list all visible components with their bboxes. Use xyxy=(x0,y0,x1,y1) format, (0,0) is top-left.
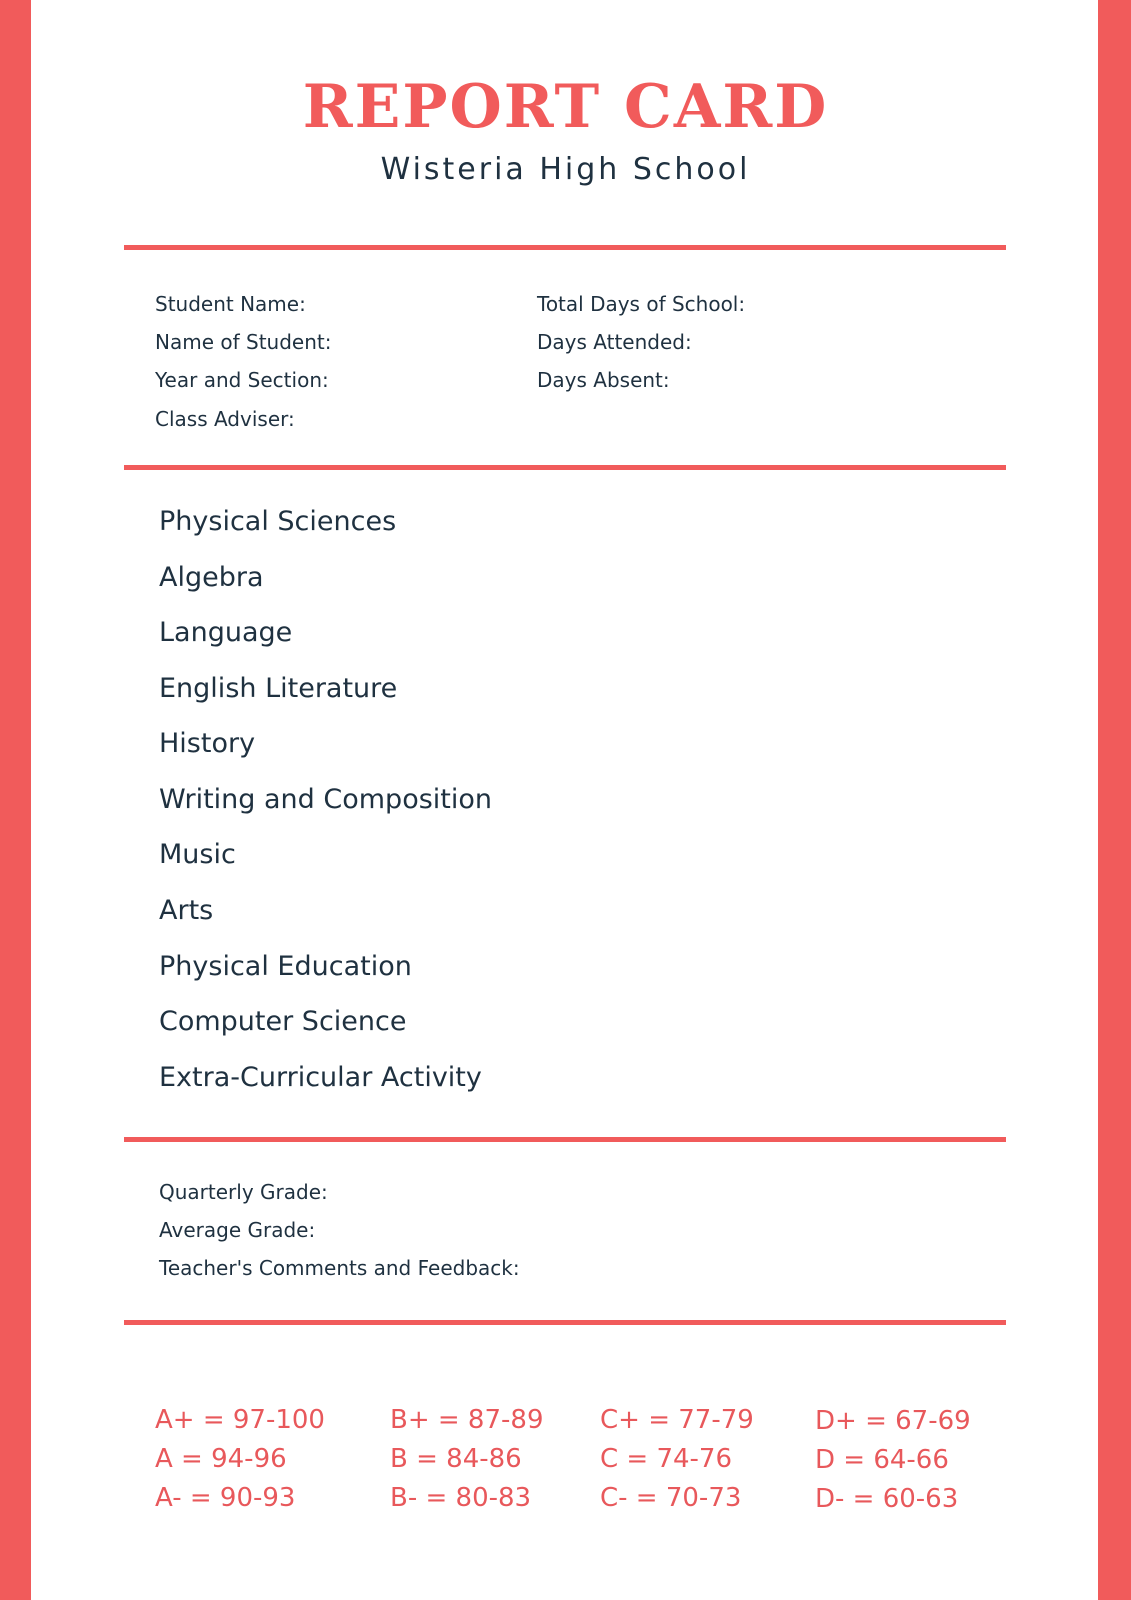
divider-subjects xyxy=(124,1137,1006,1142)
scale-a: A = 94-96 xyxy=(155,1444,287,1474)
name-of-student-label: Name of Student: xyxy=(155,330,332,354)
school-name: Wisteria High School xyxy=(380,152,751,187)
year-section-label: Year and Section: xyxy=(155,368,329,392)
student-name-label: Student Name: xyxy=(155,292,306,316)
scale-a-plus: A+ = 97-100 xyxy=(155,1405,325,1435)
page-title: REPORT CARD xyxy=(302,72,829,142)
subject-item: Computer Science xyxy=(159,1006,407,1037)
right-border-bar xyxy=(1098,0,1131,1600)
scale-d-plus: D+ = 67-69 xyxy=(815,1406,971,1436)
average-grade-label: Average Grade: xyxy=(159,1218,316,1242)
scale-b: B = 84-86 xyxy=(390,1444,522,1474)
subject-item: Language xyxy=(159,617,293,648)
divider-top xyxy=(124,245,1006,250)
scale-b-plus: B+ = 87-89 xyxy=(390,1405,544,1435)
teacher-comments-label: Teacher's Comments and Feedback: xyxy=(159,1256,520,1280)
subject-item: Physical Sciences xyxy=(159,506,397,537)
subject-item: Music xyxy=(159,839,236,870)
scale-a-minus: A- = 90-93 xyxy=(155,1483,296,1513)
days-absent-label: Days Absent: xyxy=(537,368,670,392)
scale-d-minus: D- = 60-63 xyxy=(815,1484,959,1514)
scale-d: D = 64-66 xyxy=(815,1445,949,1475)
subject-item: Algebra xyxy=(159,562,264,593)
quarterly-grade-label: Quarterly Grade: xyxy=(159,1180,328,1204)
left-border-bar xyxy=(0,0,31,1600)
scale-c: C = 74-76 xyxy=(600,1444,733,1474)
total-days-label: Total Days of School: xyxy=(537,292,746,316)
scale-c-minus: C- = 70-73 xyxy=(600,1483,742,1513)
subject-item: History xyxy=(159,728,256,759)
divider-grades xyxy=(124,1320,1006,1325)
subject-item: Physical Education xyxy=(159,951,412,982)
subject-item: English Literature xyxy=(159,673,398,704)
scale-c-plus: C+ = 77-79 xyxy=(600,1405,754,1435)
divider-student-info xyxy=(124,465,1006,470)
subject-item: Arts xyxy=(159,895,214,926)
subject-item: Writing and Composition xyxy=(159,784,493,815)
class-adviser-label: Class Adviser: xyxy=(155,407,295,431)
subject-item: Extra-Curricular Activity xyxy=(159,1062,482,1093)
scale-b-minus: B- = 80-83 xyxy=(390,1483,532,1513)
days-attended-label: Days Attended: xyxy=(537,330,692,354)
